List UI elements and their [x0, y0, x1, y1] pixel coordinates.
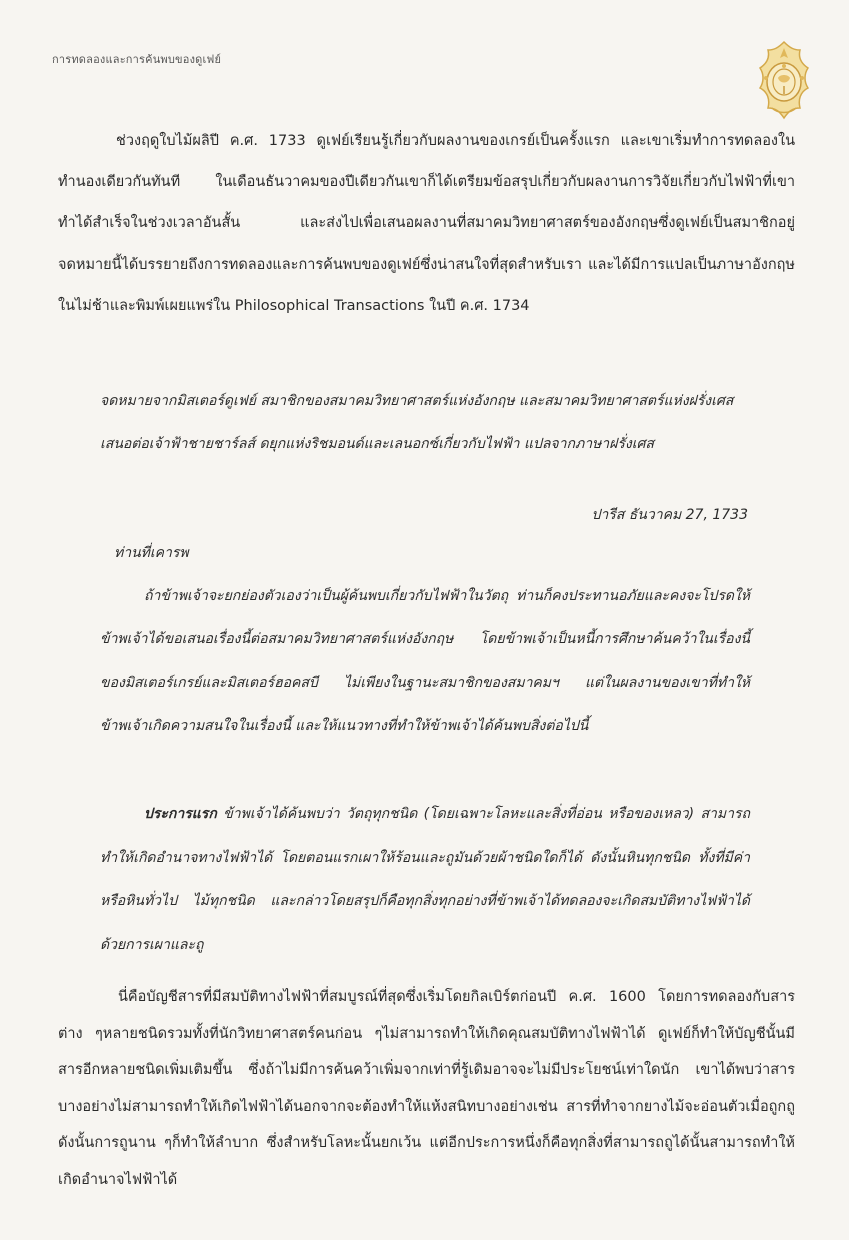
school-seal-logo: [748, 38, 820, 122]
first-point-paragraph: [100, 793, 750, 967]
letter-date: ปารีส ธันวาคม 27, 1733: [591, 507, 748, 523]
intro-paragraph: [58, 121, 795, 327]
letter-heading: จดหมายจากมิสเตอร์ดูเฟย์ สมาชิกของสมาคมวิทยาศาสตร์แห่งอังกฤษ และสมาคมวิทยาศาสตร์แห่งฝรั่งเศส เสนอต่อเจ้าฟ้าชายชาร์ลส์ ดยุกแห่งริชมอนด์และเลนอกซ์เกี่ยวกับไฟฟ้า แปลจากภาษาฝรั่งเศส: [100, 393, 734, 452]
closing-paragraph: [58, 979, 795, 1198]
seal-icon: [760, 42, 808, 118]
running-header: การทดลองและการค้นพบของดูเฟย์: [52, 53, 222, 66]
letter-body: [100, 575, 750, 748]
letter-body-text: ถ้าข้าพเจ้าจะยกย่องตัวเองว่าเป็นผู้ค้นพบเกี่ยวกับไฟฟ้าในวัตถุ ท่านก็คงประทานอภัยและคงจะโปรดให้ข้าพเจ้าได้ขอเสนอเรื่องนี้ต่อสมาคมวิทยาศาสตร์แห่งอังกฤษ โดยข้าพเจ้าเป็นหนี้การศึกษาค้นคว้าในเรื่องนี้ของมิสเตอร์เกรย์และมิสเตอร์ฮอคสบี ไม่เพียงในฐานะสมาชิกของสมาคมฯ แต่ในผลงานของเขาที่ทำให้ข้าพเจ้าเกิดความสนใจในเรื่องนี้ และให้แนวทางที่ทำให้ข้าพเจ้าได้ค้นพบสิ่งต่อไปนี้: [100, 588, 750, 734]
closing-text: นี่คือบัญชีสารที่มีสมบัติทางไฟฟ้าที่สมบูรณ์ที่สุดซึ่งเริ่มโดยกิลเบิร์ตก่อนปี ค.ศ. 1600 โดยการทดลองกับสารต่าง ๆหลายชนิดรวมทั้งที่นักวิทยาศาสตร์คนก่อน ๆไม่สามารถทำให้เกิดคุณสมบัติทางไฟฟ้าได้ ดูเฟย์ก็ทำให้บัญชีนั้นมีสารอีกหลายชนิดเพิ่มเติมขึ้น ซึ่งถ้าไม่มีการค้นคว้าเพิ่มจากเท่าที่รู้เดิมอาจจะไม่มีประโยชน์เท่าใดนัก เขาได้พบว่าสารบางอย่างไม่สามารถทำให้เกิดไฟฟ้าได้นอกจากจะต้องทำให้แห้งสนิทบางอย่างเช่น สารที่ทำจากยางไม้จะอ่อนตัวเมื่อถูกถูดังนั้นการถูนาน ๆก็ทำให้ลำบาก ซึ่งสำหรับโลหะนั้นยกเว้น แต่อีกประการหนึ่งก็คือทุกสิ่งที่สามารถถูได้นั้นสามารถทำให้เกิดอำนาจไฟฟ้าได้: [58, 989, 795, 1188]
letter-salutation: ท่านที่เคารพ: [114, 545, 189, 561]
intro-text: ช่วงฤดูใบไม้ผลิปี ค.ศ. 1733 ดูเฟย์เรียนรู้เกี่ยวกับผลงานของเกรย์เป็นครั้งแรก และเขาเริ่มทำการทดลองในทำนองเดียวกันทันที ในเดือนธันวาคมของปีเดียวกันเขาก็ได้เตรียมข้อสรุปเกี่ยวกับผลงานการวิจัยเกี่ยวกับไฟฟ้าที่เขาทำได้สำเร็จในช่วงเวลาอันสั้น และส่งไปเพื่อเสนอผลงานที่สมาคมวิทยาศาสตร์ของอังกฤษซึ่งดูเฟย์เป็นสมาชิกอยู่ จดหมายนี้ได้บรรยายถึงการทดลองและการค้นพบของดูเฟย์ซึ่งน่าสนใจที่สุดสำหรับเรา และได้มีการแปลเป็นภาษาอังกฤษในไม่ช้าและพิมพ์เผยแพร่ใน Philosophical Transactions ในปี ค.ศ. 1734: [58, 133, 795, 314]
first-point-label: ประการแรก: [144, 806, 217, 822]
first-point-text: ข้าพเจ้าได้ค้นพบว่า วัตถุทุกชนิด (โดยเฉพาะโลหะและสิ่งที่อ่อน หรือของเหลว) สามารถทำให้เกิดอำนาจทางไฟฟ้าได้ โดยตอนแรกเผาให้ร้อนและถูมันด้วยผ้าชนิดใดก็ได้ ดังนั้นหินทุกชนิด ทั้งที่มีค่าหรือหินทั่วไป ไม้ทุกชนิด และกล่าวโดยสรุปก็คือทุกสิ่งทุกอย่างที่ข้าพเจ้าได้ทดลองจะเกิดสมบัติทางไฟฟ้าได้ด้วยการเผาและถู: [100, 806, 750, 953]
